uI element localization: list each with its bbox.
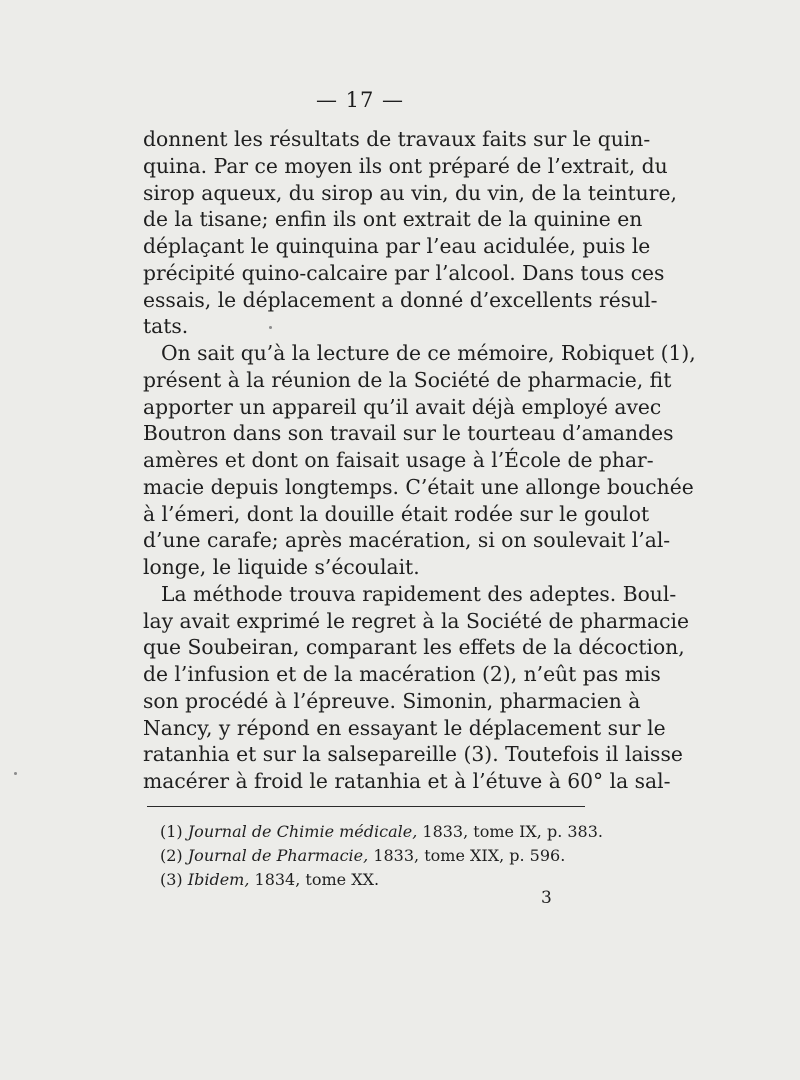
text-line: Boutron dans son travail sur le tourteau d’amandes — [143, 421, 674, 446]
footnote-divider — [147, 806, 585, 807]
text-line: amères et dont on faisait usage à l’École de phar- — [143, 448, 654, 472]
footnote-detail: 1833, tome IX, p. 383. — [422, 822, 603, 841]
footnote-number: (1) — [160, 822, 183, 841]
text-line: longe, le liquide s’écoulait. — [143, 555, 420, 579]
page-number-header: — 17 — — [315, 88, 405, 112]
footnote-detail: 1834, tome XX. — [254, 870, 380, 889]
text-line: précipité quino-calcaire par l’alcool. Dans tous ces — [143, 260, 665, 285]
text-line: que Soubeiran, comparant les effets de la décoction, — [143, 635, 685, 660]
footnote — [160, 868, 600, 892]
text-line: On sait qu’à la lecture de ce mémoire, Robiquet (1), — [161, 341, 696, 365]
paper-speck — [14, 772, 17, 775]
text-line: lay avait exprimé le regret à la Société de pharmacie — [143, 608, 689, 633]
footnote-number: (3) — [160, 870, 183, 889]
footnote-number: (2) — [160, 846, 183, 865]
text-line: de l’infusion et de la macération (2), n’eût pas mis — [143, 662, 661, 686]
text-line: tats. — [143, 314, 189, 339]
body-text — [143, 126, 696, 795]
text-line: Nancy, y répond en essayant le déplacement sur le — [143, 715, 666, 740]
text-line: essais, le déplacement a donné d’excellents résul- — [143, 287, 658, 312]
text-line: à l’émeri, dont la douille était rodée sur le goulot — [143, 501, 650, 526]
text-line: d’une carafe; après macération, si on soulevait l’al- — [143, 528, 671, 553]
text-line: son procédé à l’épreuve. Simonin, pharmacien à — [143, 688, 641, 713]
text-line: quina. Par ce moyen ils ont préparé de l’extrait, du — [143, 153, 668, 178]
footnotes — [160, 820, 603, 892]
text-line: macérer à froid le ratanhia et à l’étuve à 60° la sal- — [143, 769, 671, 793]
text-line: donnent les résultats de travaux faits sur le quin- — [143, 127, 651, 151]
text-line: présent à la réunion de la Société de pharmacie, fit — [143, 367, 672, 392]
text-line: de la tisane; enfin ils ont extrait de la quinine en — [143, 207, 643, 232]
text-line: apporter un appareil qu’il avait déjà employé avec — [143, 394, 662, 419]
text-line: ratanhia et sur la salsepareille (3). Toutefois il laisse — [143, 742, 683, 767]
signature-mark: 3 — [541, 888, 552, 908]
text-line: sirop aqueux, du sirop au vin, du vin, de la teinture, — [143, 180, 677, 205]
footnote — [160, 820, 603, 844]
text-line: déplaçant le quinquina par l’eau acidulée, puis le — [143, 234, 651, 258]
footnote — [160, 844, 600, 868]
footnote-source: Journal de Pharmacie, — [187, 846, 369, 865]
footnote-source: Journal de Chimie médicale, — [187, 822, 418, 841]
text-line: macie depuis longtemps. C’était une allonge bouchée — [143, 474, 694, 499]
text-line: La méthode trouva rapidement des adeptes. Boul- — [161, 581, 677, 606]
footnote-detail: 1833, tome XIX, p. 596. — [373, 846, 566, 865]
paper-speck — [269, 326, 272, 329]
footnote-source: Ibidem, — [187, 870, 250, 889]
